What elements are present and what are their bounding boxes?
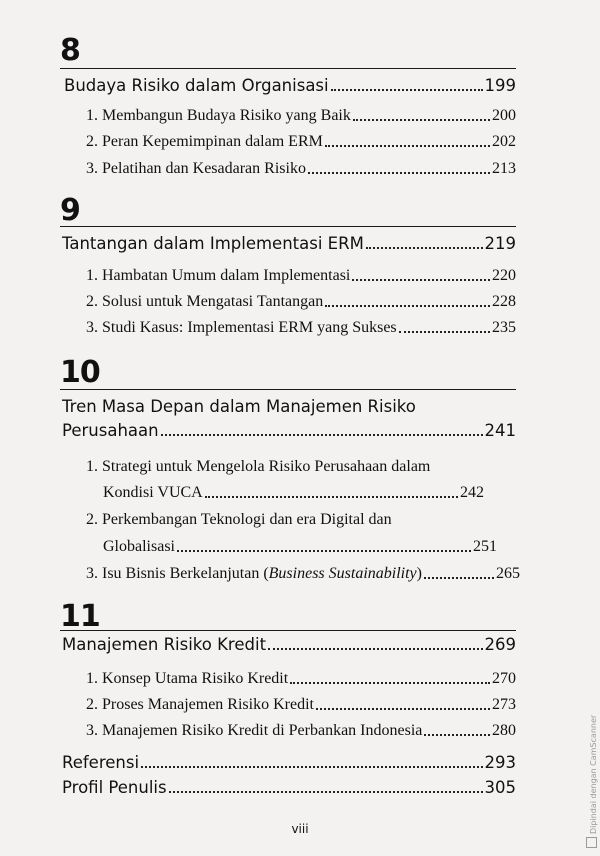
- dot-leader: [316, 708, 490, 710]
- section-page: 228: [492, 293, 516, 310]
- chapter-8-entry[interactable]: [64, 76, 516, 95]
- dot-leader: [424, 577, 494, 579]
- section-page: 242: [460, 484, 484, 501]
- references-label: Referensi: [62, 753, 140, 772]
- chapter-8-title: Budaya Risiko dalam Organisasi: [64, 76, 329, 95]
- dot-leader: [308, 172, 490, 174]
- chapter-10-page: 241: [484, 421, 516, 440]
- section-11-2[interactable]: [86, 696, 516, 714]
- section-label-prefix: 3. Isu Bisnis Berkelanjutan (: [86, 565, 269, 582]
- section-label: Globalisasi: [103, 538, 175, 555]
- section-page: 213: [492, 160, 516, 177]
- chapter-9-rule: [60, 226, 516, 227]
- chapter-10-title-line2: Perusahaan: [62, 421, 159, 440]
- chapter-9-title: Tantangan dalam Implementasi ERM: [62, 234, 364, 253]
- dot-leader: [352, 279, 490, 281]
- dot-leader: [205, 496, 458, 498]
- section-label-italic: Business Sustainability: [268, 565, 417, 582]
- author-profile-entry[interactable]: [62, 778, 516, 797]
- section-page: 251: [473, 538, 497, 555]
- chapter-10-entry[interactable]: [62, 421, 516, 440]
- section-page: 273: [492, 696, 516, 713]
- section-page: 270: [492, 670, 516, 687]
- chapter-9-entry[interactable]: [62, 234, 516, 253]
- dot-leader: [353, 119, 490, 121]
- references-entry[interactable]: [62, 753, 516, 772]
- section-label: Kondisi VUCA: [103, 484, 203, 501]
- section-label: 3. Studi Kasus: Implementasi ERM yang Sukses: [86, 319, 397, 336]
- chapter-11-number: 11: [60, 599, 100, 634]
- author-profile-page: 305: [484, 778, 516, 797]
- chapter-8-number: 8: [60, 33, 80, 68]
- section-8-3[interactable]: [86, 160, 516, 178]
- chapter-8-page: 199: [484, 76, 516, 95]
- chapter-9-number: 9: [60, 193, 80, 228]
- section-9-2[interactable]: [86, 293, 516, 311]
- section-page: 202: [492, 133, 516, 150]
- chapter-10-number: 10: [60, 355, 100, 390]
- page-number-footer: viii: [291, 822, 309, 836]
- watermark-text: Dipindai dengan CamScanner: [589, 714, 598, 834]
- chapter-11-page: 269: [484, 635, 516, 654]
- section-11-1[interactable]: [86, 670, 516, 688]
- dot-leader: [177, 550, 471, 552]
- section-label: 1. Konsep Utama Risiko Kredit: [86, 670, 289, 687]
- section-8-2[interactable]: [86, 133, 516, 151]
- section-10-3[interactable]: [86, 565, 520, 583]
- chapter-10-rule: [60, 389, 516, 390]
- dot-leader: [290, 682, 490, 684]
- dot-leader: [161, 434, 483, 436]
- dot-leader: [366, 247, 483, 249]
- author-profile-label: Profil Penulis: [62, 778, 167, 797]
- section-label: 3. Manajemen Risiko Kredit di Perbankan Indonesia: [86, 722, 423, 739]
- camscanner-icon: [586, 837, 597, 848]
- section-label: 2. Solusi untuk Mengatasi Tantangan: [86, 293, 324, 310]
- chapter-11-rule: [60, 630, 516, 631]
- scanner-watermark: [586, 715, 598, 848]
- references-page: 293: [484, 753, 516, 772]
- dot-leader: [141, 766, 482, 768]
- section-label: 1. Hambatan Umum dalam Implementasi: [86, 267, 351, 284]
- dot-leader: [325, 305, 490, 307]
- dot-leader: [331, 89, 483, 91]
- section-label: 3. Pelatihan dan Kesadaran Risiko: [86, 160, 306, 177]
- chapter-11-title: Manajemen Risiko Kredit: [62, 635, 267, 654]
- section-page: 235: [492, 319, 516, 336]
- chapter-10-title-line1[interactable]: Tren Masa Depan dalam Manajemen Risiko: [62, 397, 416, 416]
- dot-leader: [424, 734, 490, 736]
- section-10-1[interactable]: [103, 484, 484, 502]
- section-label: 2. Peran Kepemimpinan dalam ERM: [86, 133, 323, 150]
- section-label-suffix: ): [416, 565, 422, 582]
- section-10-2[interactable]: [103, 538, 497, 556]
- section-10-2-line1[interactable]: 2. Perkembangan Teknologi dan era Digital dan: [86, 511, 392, 528]
- chapter-9-page: 219: [484, 234, 516, 253]
- section-11-3[interactable]: [86, 722, 516, 740]
- section-9-1[interactable]: [86, 267, 516, 285]
- section-page: 220: [492, 267, 516, 284]
- section-10-1-line1[interactable]: 1. Strategi untuk Mengelola Risiko Perusahaan dalam: [86, 458, 431, 475]
- section-9-3[interactable]: [86, 319, 516, 337]
- section-page: 200: [492, 107, 516, 124]
- dot-leader: [399, 331, 490, 333]
- chapter-11-entry[interactable]: [62, 635, 516, 654]
- dot-leader: [268, 648, 482, 650]
- chapter-8-rule: [60, 68, 516, 69]
- dot-leader: [325, 145, 490, 147]
- section-page: 265: [496, 565, 520, 582]
- section-label: 2. Proses Manajemen Risiko Kredit: [86, 696, 314, 713]
- section-page: 280: [492, 722, 516, 739]
- section-label: [86, 565, 422, 583]
- dot-leader: [169, 791, 483, 793]
- section-label: 1. Membangun Budaya Risiko yang Baik: [86, 107, 351, 124]
- section-8-1[interactable]: [86, 107, 516, 125]
